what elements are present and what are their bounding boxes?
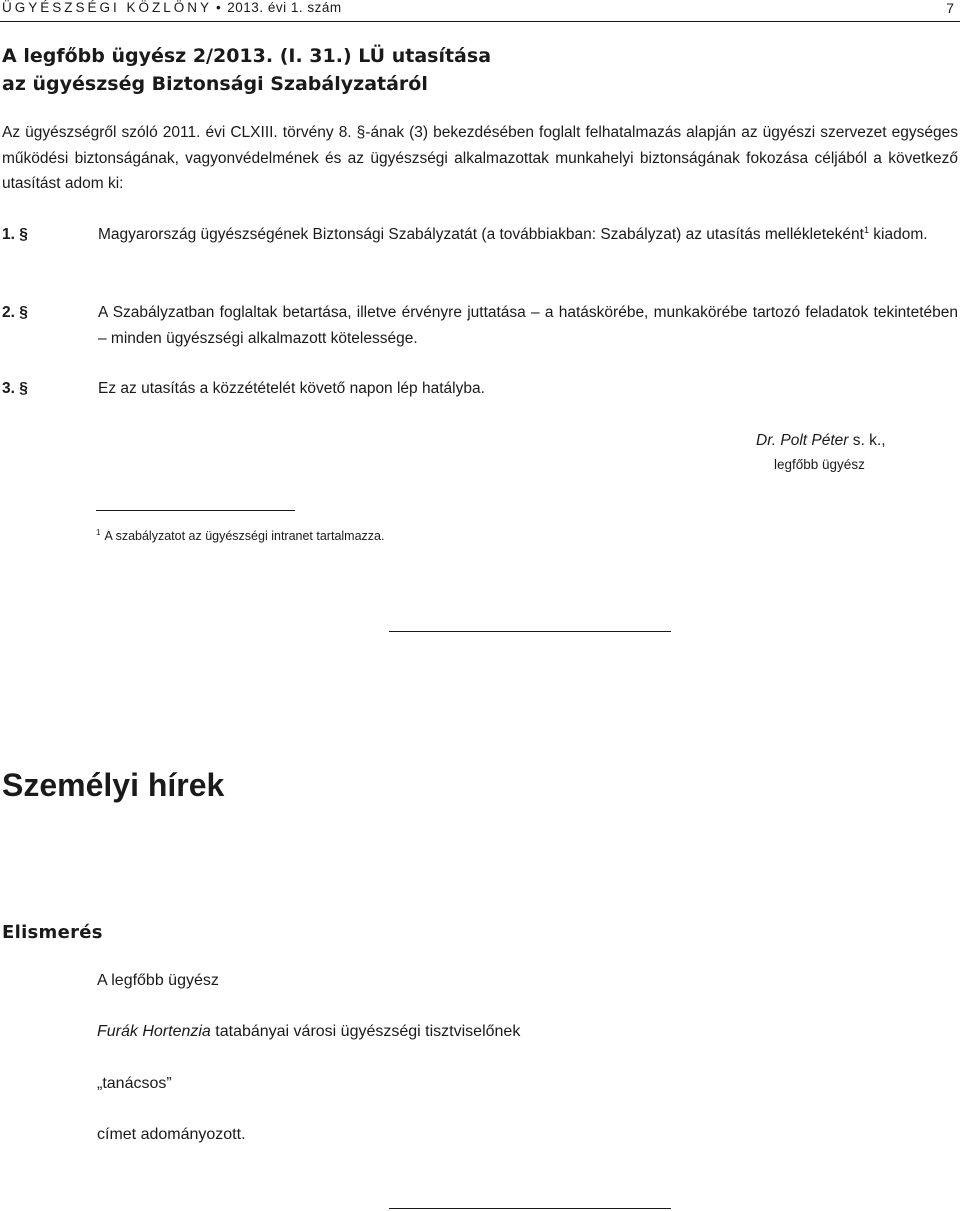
signatory-name: Dr. Polt Péter bbox=[756, 432, 849, 449]
recipient-name: Furák Hortenzia bbox=[97, 1023, 211, 1040]
award-recipient bbox=[97, 1023, 520, 1041]
awarded-title: „tanácsos” bbox=[97, 1075, 172, 1092]
preamble-paragraph: Az ügyészségről szóló 2011. évi CLXIII. törvény 8. §-ának (3) bekezdésében foglalt felhatalmazás alapján az ügyészi szervezet egységes működési biztonságának, vagyonvédelmének és az ügyészségi alkalmazottak munkahelyi biztonságának fokozása céljából a következő utasítást adom ki: bbox=[2, 124, 958, 192]
section-text: Magyarország ügyészségének Biztonsági Szabályzatát (a továbbiakban: Szabályzat) az utasítás mellékleteként$^1$ kiadom. bbox=[98, 224, 928, 243]
signatory-role: legfőbb ügyész bbox=[774, 457, 865, 472]
section-3 bbox=[2, 376, 958, 402]
section-text: Ez az utasítás a közzétételét követő napon lép hatályba. bbox=[98, 380, 485, 397]
signatory-suffix: s. k., bbox=[848, 432, 886, 449]
footnote-reference: 1 bbox=[863, 224, 869, 235]
signatory bbox=[756, 432, 886, 450]
section-2 bbox=[2, 300, 958, 351]
running-head bbox=[2, 0, 342, 15]
section-text: A Szabályzatban foglaltak betartása, illetve érvényre juttatása – a hatáskörébe, munkakörébe tartozó feladatok tekintetében – minden ügyészségi alkalmazott kötelessége. bbox=[98, 304, 958, 347]
journal-name: ÜGYÉSZSÉGI KÖZLÖNY bbox=[2, 0, 213, 15]
section-separator bbox=[389, 631, 671, 632]
section-1 bbox=[2, 222, 958, 248]
footnote-divider bbox=[96, 510, 295, 511]
header-divider bbox=[0, 21, 960, 22]
footnote-text: A szabályzatot az ügyészségi intranet tartalmazza. bbox=[104, 529, 385, 544]
bullet-separator: • bbox=[216, 0, 222, 15]
section-number: 1. § bbox=[2, 226, 28, 243]
document-title bbox=[2, 42, 491, 98]
award-grantor: A legfőbb ügyész bbox=[97, 972, 219, 989]
footnote-mark: 1 bbox=[96, 528, 101, 537]
footnote bbox=[96, 528, 384, 543]
recipient-details: tatabányai városi ügyészségi tisztviselőnek bbox=[210, 1023, 521, 1040]
section-number: 2. § bbox=[2, 304, 28, 321]
document-title-line-2: az ügyészség Biztonsági Szabályzatáról bbox=[2, 73, 428, 95]
page-number: 7 bbox=[946, 0, 954, 16]
award-closing: címet adományozott. bbox=[97, 1126, 246, 1143]
document-title-line-1: A legfőbb ügyész 2/2013. (I. 31.) LÜ utasítása bbox=[2, 45, 492, 67]
personal-news-heading: Személyi hírek bbox=[2, 767, 225, 803]
issue-label: 2013. évi 1. szám bbox=[227, 0, 342, 15]
section-number: 3. § bbox=[2, 380, 28, 397]
recognition-heading: Elismerés bbox=[2, 922, 103, 943]
bottom-separator bbox=[389, 1208, 671, 1209]
